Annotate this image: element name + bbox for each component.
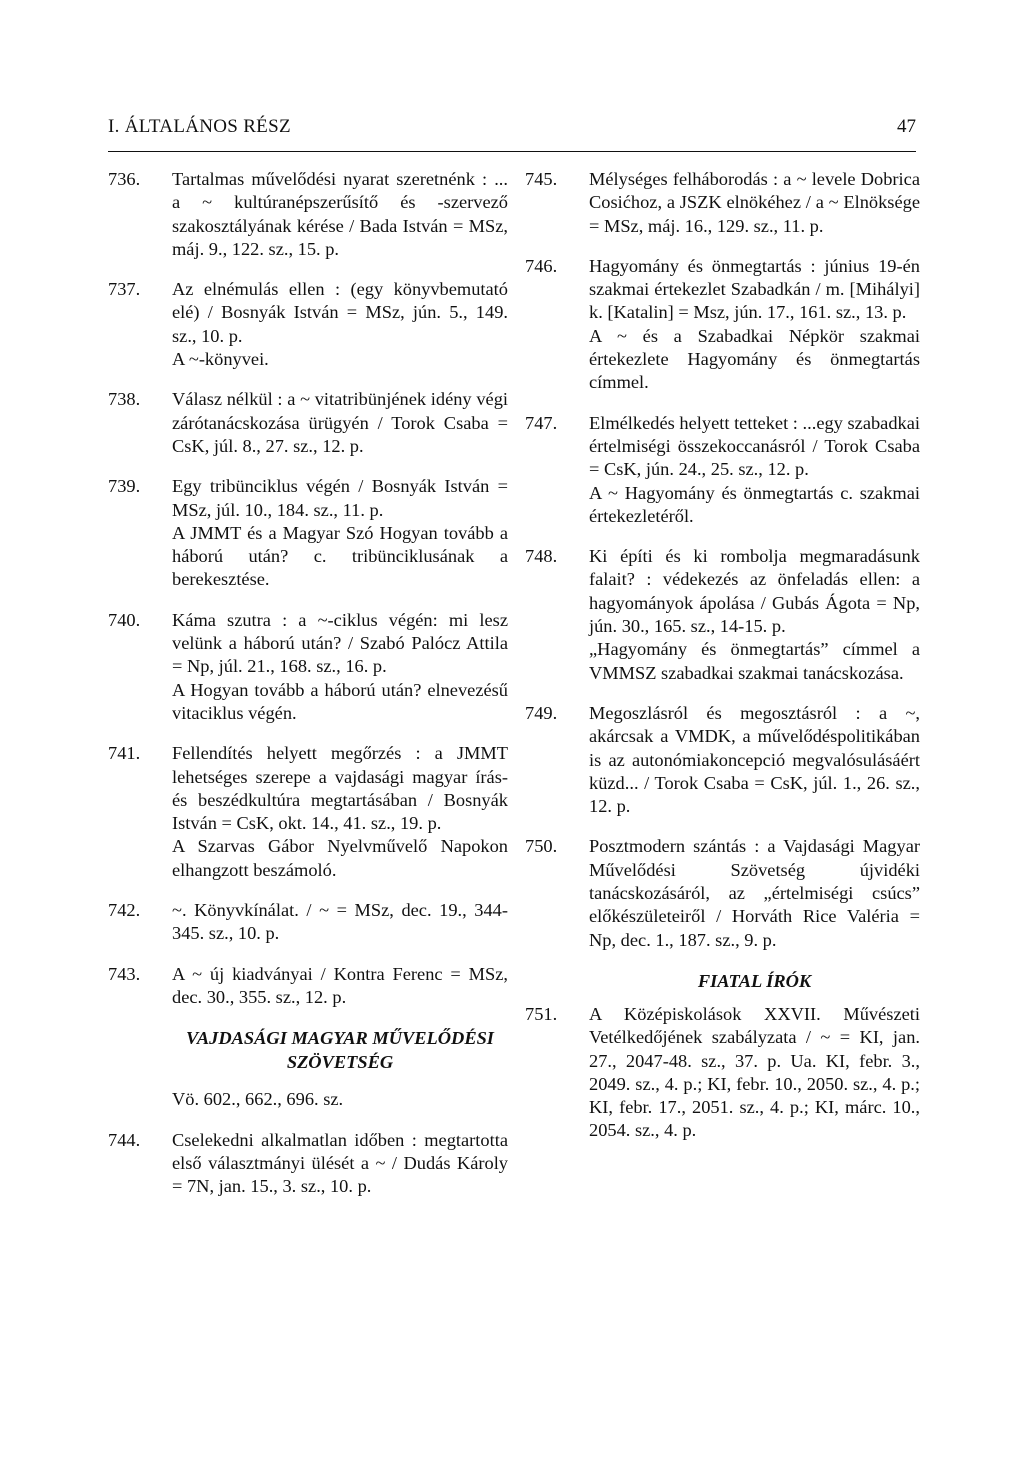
entry-citation: Hagyomány és önmegtartás : június 19-én szakmai értekezlet Szabadkán / m. [Mihályi] k. [Katalin] = Msz, jún. 17., 161. sz., 13. p. bbox=[589, 255, 920, 323]
spacer bbox=[108, 371, 508, 388]
entry-number: 743. bbox=[108, 963, 141, 984]
entry-number: 749. bbox=[525, 702, 558, 723]
entry-body bbox=[172, 963, 508, 1010]
entry-number: 745. bbox=[525, 169, 558, 189]
spacer bbox=[108, 1112, 508, 1129]
entry-citation: Az elnémulás ellen : (egy könyvbemutató elé) / Bosnyák István = MSz, jún. 5., 149. sz., 10. p. bbox=[172, 279, 508, 346]
entry-body bbox=[172, 1129, 508, 1199]
left-column bbox=[108, 168, 508, 1198]
entry-annotation: „Hagyomány és önmegtartás” címmel a VMMSZ szabadkai szakmai tanácskozása. bbox=[589, 639, 920, 683]
entry-number: 747. bbox=[525, 412, 558, 433]
running-header bbox=[108, 100, 916, 150]
entry-body bbox=[589, 545, 920, 685]
entry-annotation: A ~ Hagyomány és önmegtartás c. szakmai értekezletéről. bbox=[589, 482, 920, 526]
spacer bbox=[525, 818, 920, 835]
entry-number: 751. bbox=[525, 1003, 558, 1024]
entry-number: 739. bbox=[108, 476, 141, 497]
entry-citation: ~. Könyvkínálat. / ~ = MSz, dec. 19., 344-345. sz., 10. p. bbox=[172, 900, 508, 944]
entry-annotation: A Hogyan tovább a háború után? elnevezésű vitaciklus végén. bbox=[172, 679, 508, 723]
bibliography-entry bbox=[108, 963, 508, 1010]
entry-number: 742. bbox=[108, 900, 141, 921]
bibliography-entry bbox=[525, 255, 920, 395]
entry-body bbox=[172, 388, 508, 458]
entry-citation: Káma szutra : a ~-ciklus végén: mi lesz velünk a háború után? / Szabó Palócz Attila = Np, júl. 21., 168. sz., 16. p. bbox=[172, 609, 508, 677]
left-entries-after bbox=[108, 1129, 508, 1199]
bibliography-entry bbox=[525, 835, 920, 951]
spacer bbox=[108, 882, 508, 899]
spacer bbox=[525, 528, 920, 545]
entry-number: 737. bbox=[108, 279, 141, 300]
entry-body bbox=[589, 1003, 920, 1143]
spacer bbox=[525, 952, 920, 969]
entry-number: 736. bbox=[108, 169, 141, 189]
spacer bbox=[108, 1009, 508, 1026]
page-number: 47 bbox=[897, 116, 916, 137]
entry-body bbox=[589, 168, 920, 238]
bibliography-entry bbox=[108, 609, 508, 725]
bibliography-entry bbox=[525, 702, 920, 818]
spacer bbox=[108, 1074, 508, 1088]
entry-body bbox=[172, 609, 508, 725]
entry-body bbox=[172, 742, 508, 882]
entry-number: 738. bbox=[108, 389, 141, 410]
bibliography-entry bbox=[108, 388, 508, 458]
spacer bbox=[525, 993, 920, 1003]
section-title-vmmsz: VAJDASÁGI MAGYAR MŰVELŐDÉSI SZÖVETSÉG bbox=[186, 1028, 494, 1073]
entry-citation: Cselekedni alkalmatlan időben : megtartotta első választmányi ülését a ~ / Dudás Károly = 7N, jan. 15., 3. sz., 10. p. bbox=[172, 1129, 508, 1197]
entry-citation: Megoszlásról és megosztásról : a ~, akárcsak a VMDK, a művelődéspolitikában is az autonómiakoncepció megvalósulásáért küzd... / Torok Csaba = CsK, júl. 1., 26. sz., 12. p. bbox=[589, 702, 920, 817]
entry-number: 746. bbox=[525, 255, 558, 276]
header-rule bbox=[108, 151, 916, 152]
entry-body bbox=[589, 702, 920, 818]
entry-citation: Ki építi és ki rombolja megmaradásunk falait? : védekezés az önfeladás ellen: a hagyományok ápolása / Gubás Ágota = Np, jún. 30., 165. sz., 14-15. p. bbox=[589, 546, 920, 637]
entry-citation: Mélységes felháborodás : a ~ levele Dobrica Cosićhoz, a JSZK elnökéhez / a ~ Elnöksége = MSz, máj. 16., 129. sz., 11. p. bbox=[589, 169, 920, 236]
spacer bbox=[108, 592, 508, 609]
entry-citation: Elmélkedés helyett tetteket : ...egy szabadkai értelmiségi összekoccanásról / Torok Csaba = CsK, jún. 24., 25. sz., 12. p. bbox=[589, 412, 920, 480]
entry-body bbox=[172, 899, 508, 946]
entry-body bbox=[172, 475, 508, 591]
spacer bbox=[108, 261, 508, 278]
right-column bbox=[525, 168, 920, 1143]
spacer bbox=[525, 238, 920, 255]
bibliography-entry bbox=[108, 742, 508, 882]
spacer bbox=[525, 685, 920, 702]
bibliography-entry bbox=[525, 168, 920, 238]
entry-body bbox=[589, 412, 920, 528]
entry-annotation: A ~ és a Szabadkai Népkör szakmai értekezlete Hagyomány és önmegtartás címmel. bbox=[589, 325, 920, 393]
entry-number: 744. bbox=[108, 1129, 141, 1150]
bibliography-entry bbox=[108, 899, 508, 946]
spacer bbox=[108, 725, 508, 742]
entry-number: 750. bbox=[525, 836, 558, 857]
entry-annotation: A Szarvas Gábor Nyelvművelő Napokon elhangzott beszámoló. bbox=[172, 836, 508, 880]
entry-body bbox=[172, 278, 508, 371]
bibliography-entry bbox=[525, 1003, 920, 1143]
spacer bbox=[108, 946, 508, 963]
section-title-fiatal-irok: FIATAL ÍRÓK bbox=[697, 970, 812, 991]
header-title: I. ÁLTALÁNOS RÉSZ bbox=[108, 116, 291, 137]
entry-citation: Egy tribünciklus végén / Bosnyák István = MSz, júl. 10., 184. sz., 11. p. bbox=[172, 476, 508, 520]
entry-number: 748. bbox=[525, 546, 558, 567]
bibliography-entry bbox=[108, 168, 508, 261]
entry-body bbox=[172, 168, 508, 261]
bibliography-entry bbox=[525, 545, 920, 685]
entry-annotation: A ~-könyvei. bbox=[172, 349, 269, 370]
bibliography-entry bbox=[525, 412, 920, 528]
entry-citation: Posztmodern szántás : a Vajdasági Magyar Művelődési Szövetség újvidéki tanácskozásáról, az „értelmiségi csúcs” előkészületeiről / Horváth Rice Valéria = Np, dec. 1., 187. sz., 9. p. bbox=[589, 836, 920, 950]
entry-citation: Tartalmas művelődési nyarat szeretnénk : ... a ~ kultúranépszerűsítő és -szervező szakosztályának kérése / Bada István = MSz, máj. 9., 122. sz., 15. p. bbox=[172, 169, 508, 259]
bibliography-entry bbox=[108, 475, 508, 591]
bibliography-entry bbox=[108, 278, 508, 371]
spacer bbox=[525, 395, 920, 412]
left-entries bbox=[108, 168, 508, 1009]
entry-citation: Válasz nélkül : a ~ vitatribünjének idény végi zárótanácskozása ürügyén / Torok Csaba = CsK, júl. 8., 27. sz., 12. p. bbox=[172, 389, 508, 456]
bibliography-entry bbox=[108, 1129, 508, 1199]
right-entries-after bbox=[525, 1003, 920, 1143]
spacer bbox=[108, 458, 508, 475]
entry-body bbox=[589, 255, 920, 395]
right-entries bbox=[525, 168, 920, 952]
entry-citation: A Középiskolások XXVII. Művészeti Vetélkedőjének szabályzata / ~ = KI, jan. 27., 2047-48. sz., 37. p. Ua. KI, febr. 3., 2049. sz., 4. p.; KI, febr. 10., 2050. sz., 4. p.; KI, febr. 17., 2051. sz., 4. p.; KI, márc. 10., 2054. sz., 4. p. bbox=[589, 1003, 920, 1141]
entry-number: 741. bbox=[108, 743, 141, 764]
entry-citation: Fellendítés helyett megőrzés : a JMMT lehetséges szerepe a vajdasági magyar írás- és beszédkultúra megtartásában / Bosnyák István = CsK, okt. 14., 41. sz., 19. p. bbox=[172, 743, 508, 834]
entry-citation: A ~ új kiadványai / Kontra Ferenc = MSz, dec. 30., 355. sz., 12. p. bbox=[172, 963, 508, 1007]
entry-body bbox=[589, 835, 920, 951]
see-also-reference: Vö. 602., 662., 696. sz. bbox=[172, 1089, 344, 1110]
entry-annotation: A JMMT és a Magyar Szó Hogyan tovább a háború után? c. tribünciklusának a berekesztése. bbox=[172, 522, 508, 590]
entry-number: 740. bbox=[108, 609, 141, 630]
